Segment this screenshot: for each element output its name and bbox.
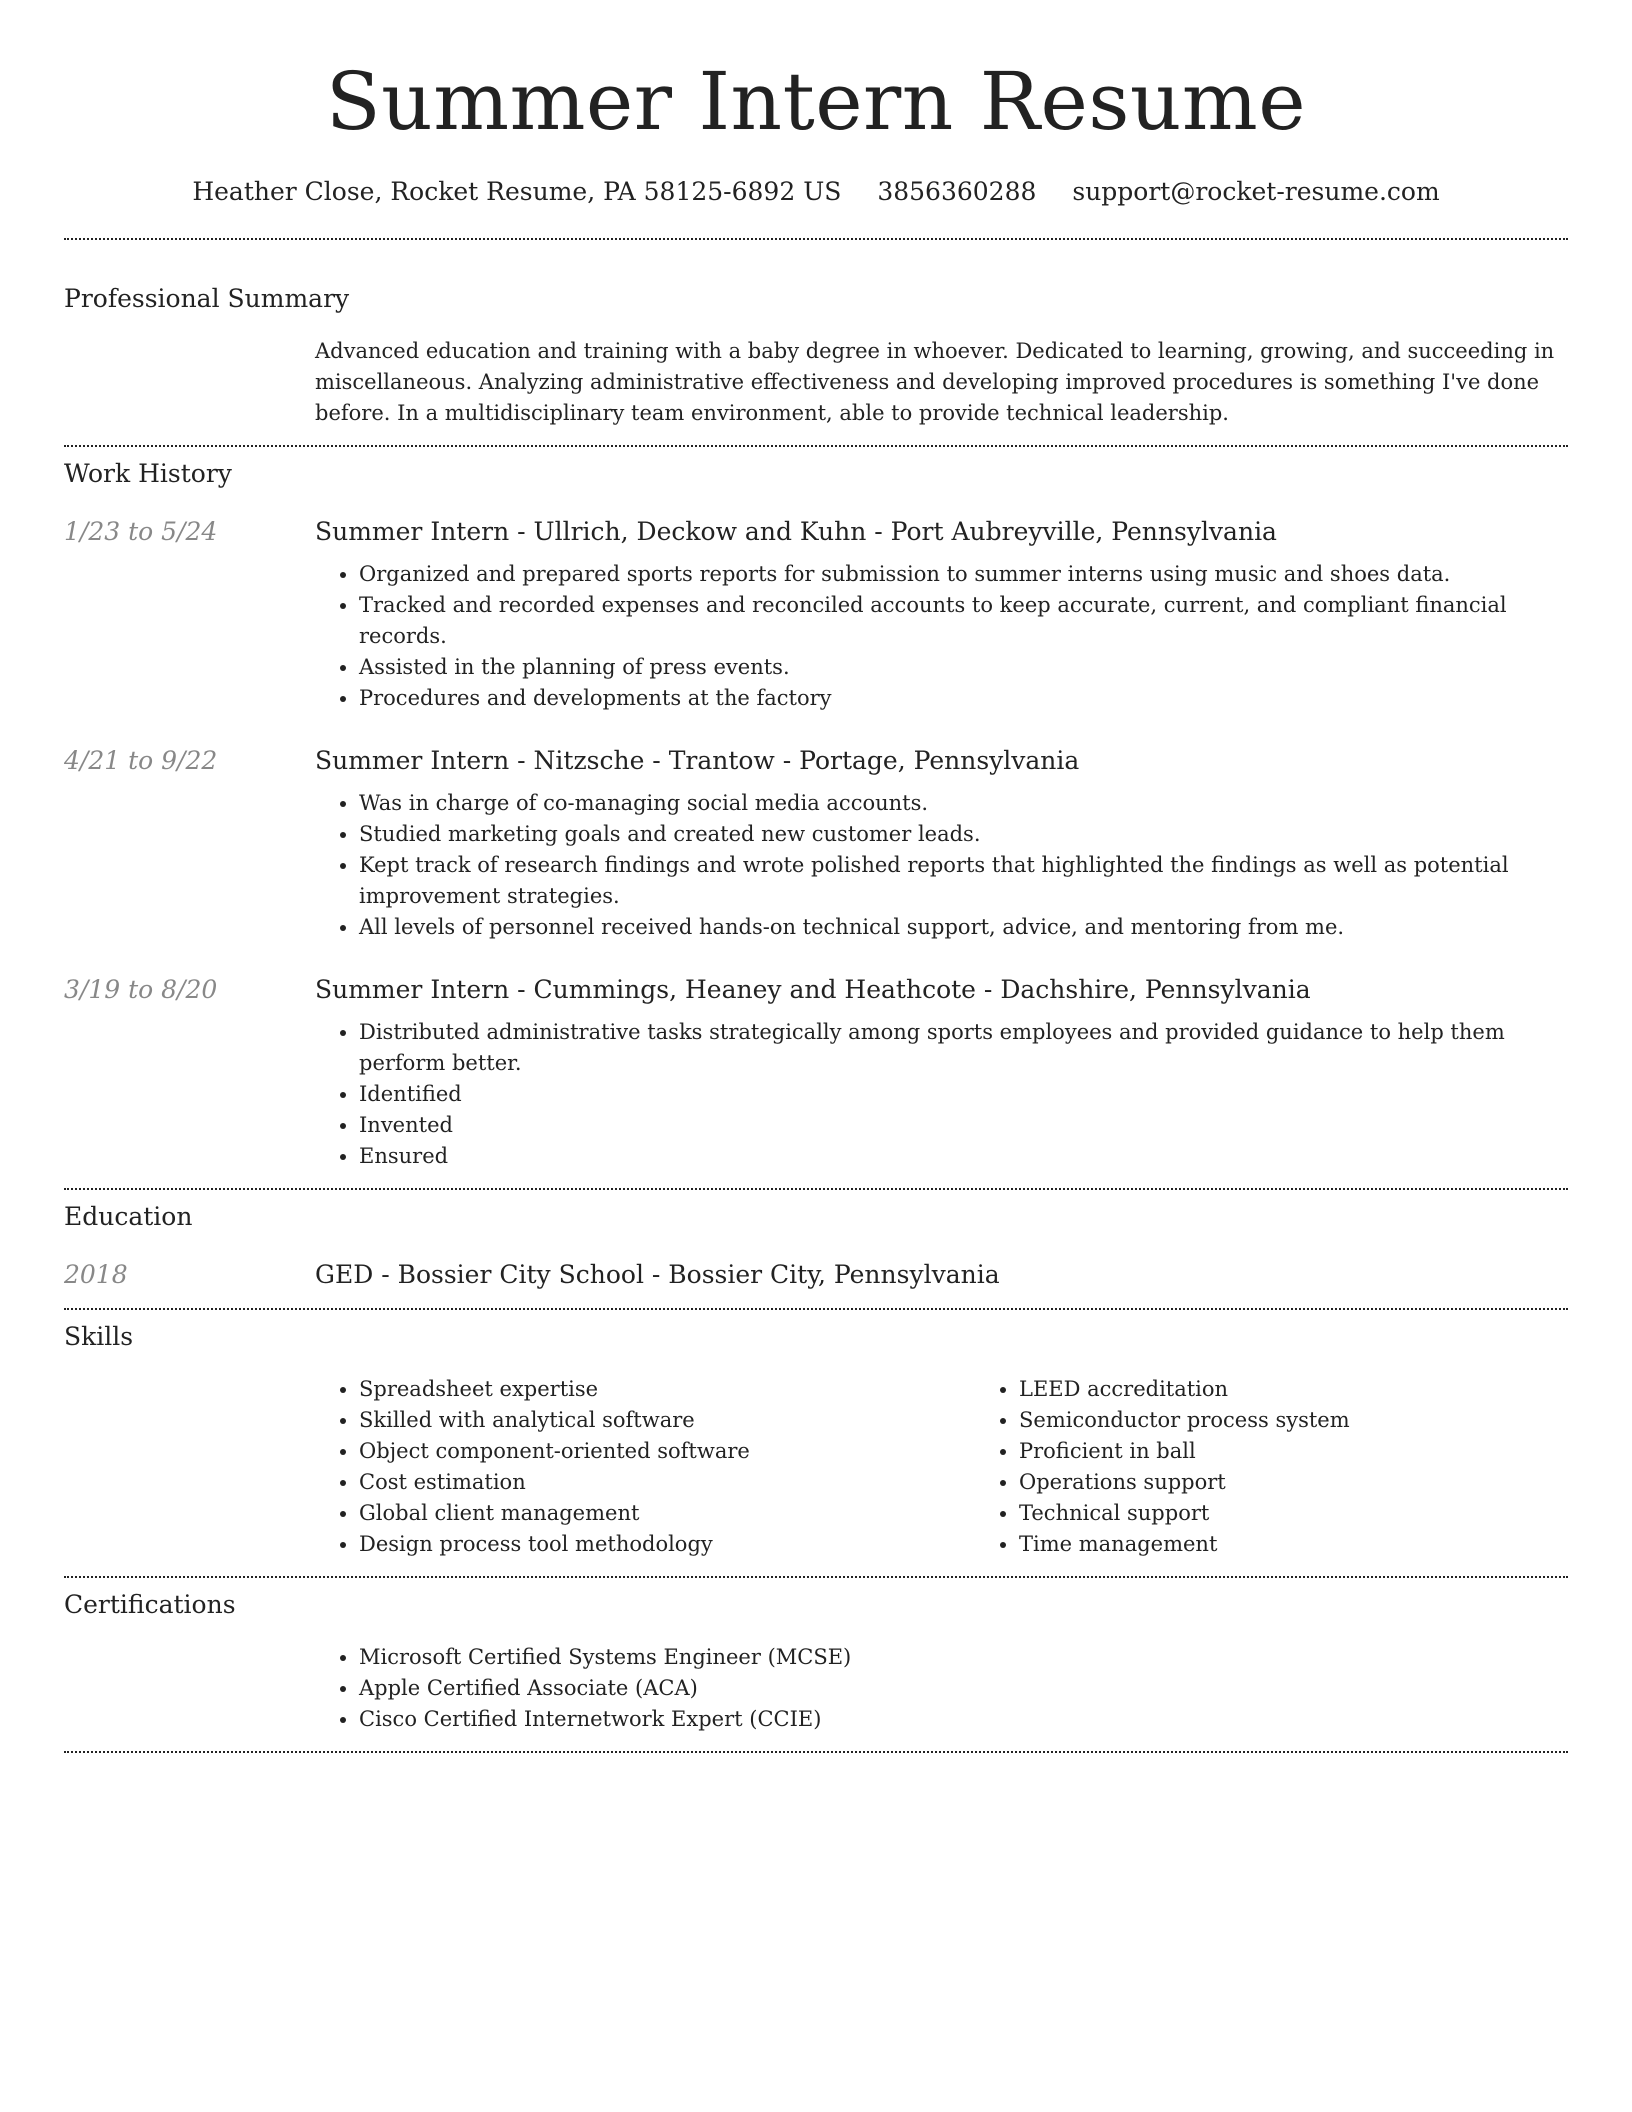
resume-title: Summer Intern Resume: [325, 55, 1307, 148]
list-item: • Tracked and recorded expenses and reconciled accounts to keep accurate, current, and compliant financial records.: [359, 590, 1568, 652]
contact-phone: 3856360288: [877, 177, 1037, 206]
contact-line: [64, 174, 1568, 210]
contact-email: support@rocket-resume.com: [1072, 177, 1440, 206]
certifications-section: [64, 1578, 1568, 1751]
job-title: Summer Intern - Nitzsche - Trantow - Portage, Pennsylvania: [315, 746, 1080, 775]
list-item: • Spreadsheet expertise: [359, 1374, 975, 1405]
education-body: [315, 1258, 1568, 1292]
divider: [64, 1751, 1568, 1753]
list-item: • Was in charge of co-managing social media accounts.: [359, 788, 1568, 819]
list-item: • Distributed administrative tasks strategically among sports employees and provided guidance to help them perform better.: [359, 1017, 1568, 1079]
education-dates: 2018: [64, 1260, 128, 1289]
list-item: • Organized and prepared sports reports for submission to summer interns using music and shoes data.: [359, 559, 1568, 590]
summary-text: Advanced education and training with a baby degree in whoever. Dedicated to learning, growing, and succeeding in miscellaneous. Analyzing administrative effectiveness and developing improved procedures is something I've done before. In a multidisciplinary team environment, able to provide technical leadership.: [315, 339, 1555, 425]
skills-section: [64, 1310, 1568, 1576]
work-history-section: [64, 447, 1568, 1188]
list-item: • Operations support: [1019, 1467, 1350, 1498]
list-item: • Apple Certified Associate (ACA): [359, 1673, 1568, 1704]
job-entry: [64, 515, 1568, 714]
section-title-skills: Skills: [64, 1322, 134, 1351]
education-title: GED - Bossier City School - Bossier City, Pennsylvania: [315, 1260, 1000, 1289]
summary-section: [64, 240, 1568, 445]
certifications-list: [315, 1642, 1568, 1735]
list-item: • Time management: [1019, 1529, 1350, 1560]
list-item: • Procedures and developments at the factory: [359, 683, 1568, 714]
job-dates: 4/21 to 9/22: [64, 746, 218, 775]
job-bullets: [315, 1017, 1568, 1172]
list-item: • Ensured: [359, 1141, 1568, 1172]
section-title-education: Education: [64, 1202, 193, 1231]
job-bullets: [315, 559, 1568, 714]
contact-address: Heather Close, Rocket Resume, PA 58125-6892 US: [192, 177, 842, 206]
list-item: • Design process tool methodology: [359, 1529, 975, 1560]
certifications-bullets: [315, 1642, 1568, 1735]
list-item: • Technical support: [1019, 1498, 1350, 1529]
job-body: [315, 515, 1568, 714]
skills-list-right: [975, 1374, 1350, 1560]
job-bullets: [315, 788, 1568, 943]
education-entry: [64, 1258, 1568, 1292]
skills-list-left: [315, 1374, 975, 1560]
education-section: [64, 1190, 1568, 1308]
list-item: • Microsoft Certified Systems Engineer (MCSE): [359, 1642, 1568, 1673]
job-title: Summer Intern - Cummings, Heaney and Heathcote - Dachshire, Pennsylvania: [315, 975, 1311, 1004]
list-item: • All levels of personnel received hands-on technical support, advice, and mentoring from me.: [359, 912, 1568, 943]
job-body: [315, 973, 1568, 1172]
list-item: • Global client management: [359, 1498, 975, 1529]
job-dates: 1/23 to 5/24: [64, 517, 218, 546]
job-title: Summer Intern - Ullrich, Deckow and Kuhn - Port Aubreyville, Pennsylvania: [315, 517, 1277, 546]
job-dates: 3/19 to 8/20: [64, 975, 218, 1004]
list-item: • Studied marketing goals and created new customer leads.: [359, 819, 1568, 850]
list-item: • Cost estimation: [359, 1467, 975, 1498]
list-item: • Kept track of research findings and wrote polished reports that highlighted the findings as well as potential improvement strategies.: [359, 850, 1568, 912]
section-title-work-history: Work History: [64, 459, 232, 488]
list-item: • Object component-oriented software: [359, 1436, 975, 1467]
list-item: • Semiconductor process system: [1019, 1405, 1350, 1436]
list-item: • Assisted in the planning of press events.: [359, 652, 1568, 683]
section-title-summary: Professional Summary: [64, 284, 350, 313]
skills-grid: [315, 1374, 1568, 1560]
section-title-certifications: Certifications: [64, 1590, 236, 1619]
job-body: [315, 744, 1568, 943]
list-item: • Identified: [359, 1079, 1568, 1110]
job-entry: [64, 973, 1568, 1172]
job-entry: [64, 744, 1568, 943]
list-item: • Invented: [359, 1110, 1568, 1141]
list-item: • Proficient in ball: [1019, 1436, 1350, 1467]
list-item: • Skilled with analytical software: [359, 1405, 975, 1436]
list-item: • LEED accreditation: [1019, 1374, 1350, 1405]
list-item: • Cisco Certified Internetwork Expert (CCIE): [359, 1704, 1568, 1735]
